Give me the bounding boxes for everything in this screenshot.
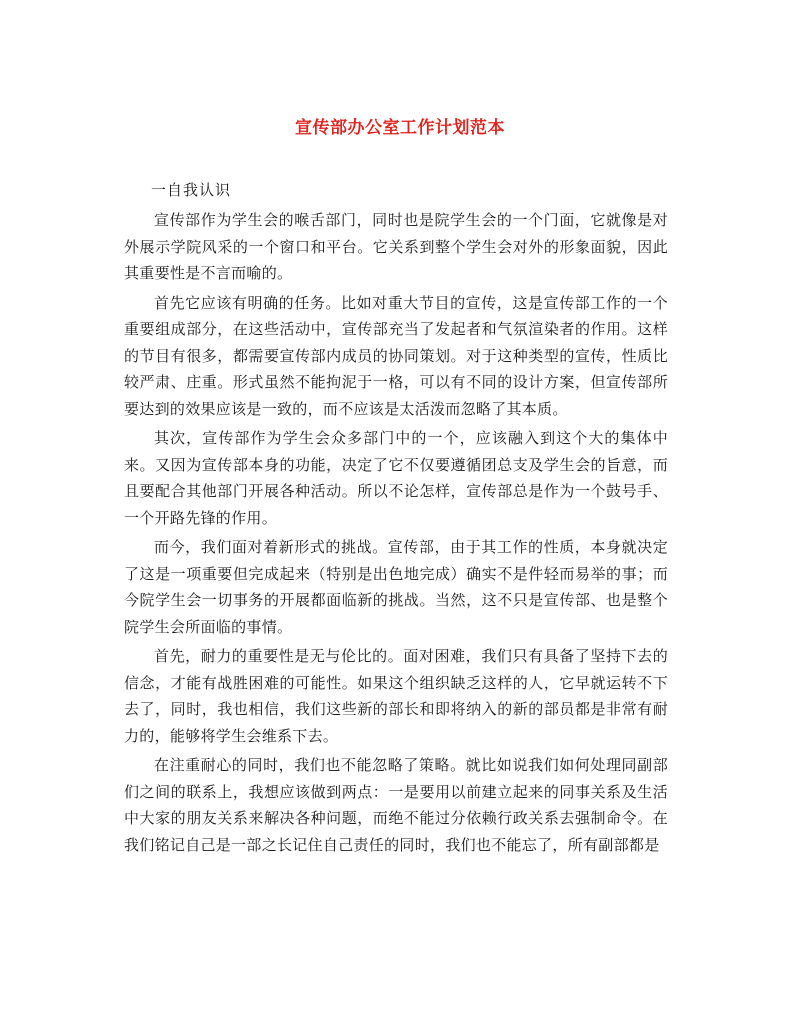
section-heading: 一自我认识 [151, 181, 232, 199]
paragraph: 宣传部作为学生会的喉舌部门，同时也是院学生会的一个门面，它就像是对外展示学院风采的一个窗口和平台。它关系到整个学生会对外的形象面貌，因此其重要性是不言而喻的。 [124, 211, 668, 282]
paragraph: 首先它应该有明确的任务。比如对重大节目的宣传，这是宣传部工作的一个重要组成部分，在这些活动中，宣传部充当了发起者和气氛渲染者的作用。这样的节目有很多，都需要宣传部内成员的协同策划。对于这种类型的宣传，性质比较严肃、庄重。形式虽然不能拘泥于一格，可以有不同的设计方案，但宣传部所要达到的效果应该是一致的，而不应该是太活泼而忽略了其本质。 [124, 293, 668, 418]
paragraph: 而今，我们面对着新形式的挑战。宣传部，由于其工作的性质，本身就决定了这是一项重要但完成起来（特别是出色地完成）确实不是件轻而易举的事；而今院学生会一切事务的开展都面临新的挑战。当然，这不只是宣传部、也是整个院学生会所面临的事情。 [124, 538, 668, 636]
document-title: 宣传部办公室工作计划范本 [295, 118, 505, 138]
document-body [124, 207, 668, 861]
paragraph: 其次，宣传部作为学生会众多部门中的一个，应该融入到这个大的集体中来。又因为宣传部本身的功能，决定了它不仅要遵循团总支及学生会的旨意，而且要配合其他部门开展各种活动。所以不论怎样，宣传部总是作为一个鼓号手、一个开路先锋的作用。 [124, 429, 668, 527]
paragraph: 首先，耐力的重要性是无与伦比的。面对困难，我们只有具备了坚持下去的信念，才能有战胜困难的可能性。如果这个组织缺乏这样的人，它早就运转不下去了，同时，我也相信，我们这些新的部长和即将纳入的新的部员都是非常有耐力的，能够将学生会维系下去。 [124, 647, 668, 745]
paragraph: 在注重耐心的同时，我们也不能忽略了策略。就比如说我们如何处理同副部们之间的联系上，我想应该做到两点：一是要用以前建立起来的同事关系及生活中大家的朋友关系来解决各种问题，而绝不能过分依赖行政关系去强制命令。在我们铭记自己是一部之长记住自己责任的同时，我们也不能忘了，所有副部都是 [124, 756, 668, 854]
